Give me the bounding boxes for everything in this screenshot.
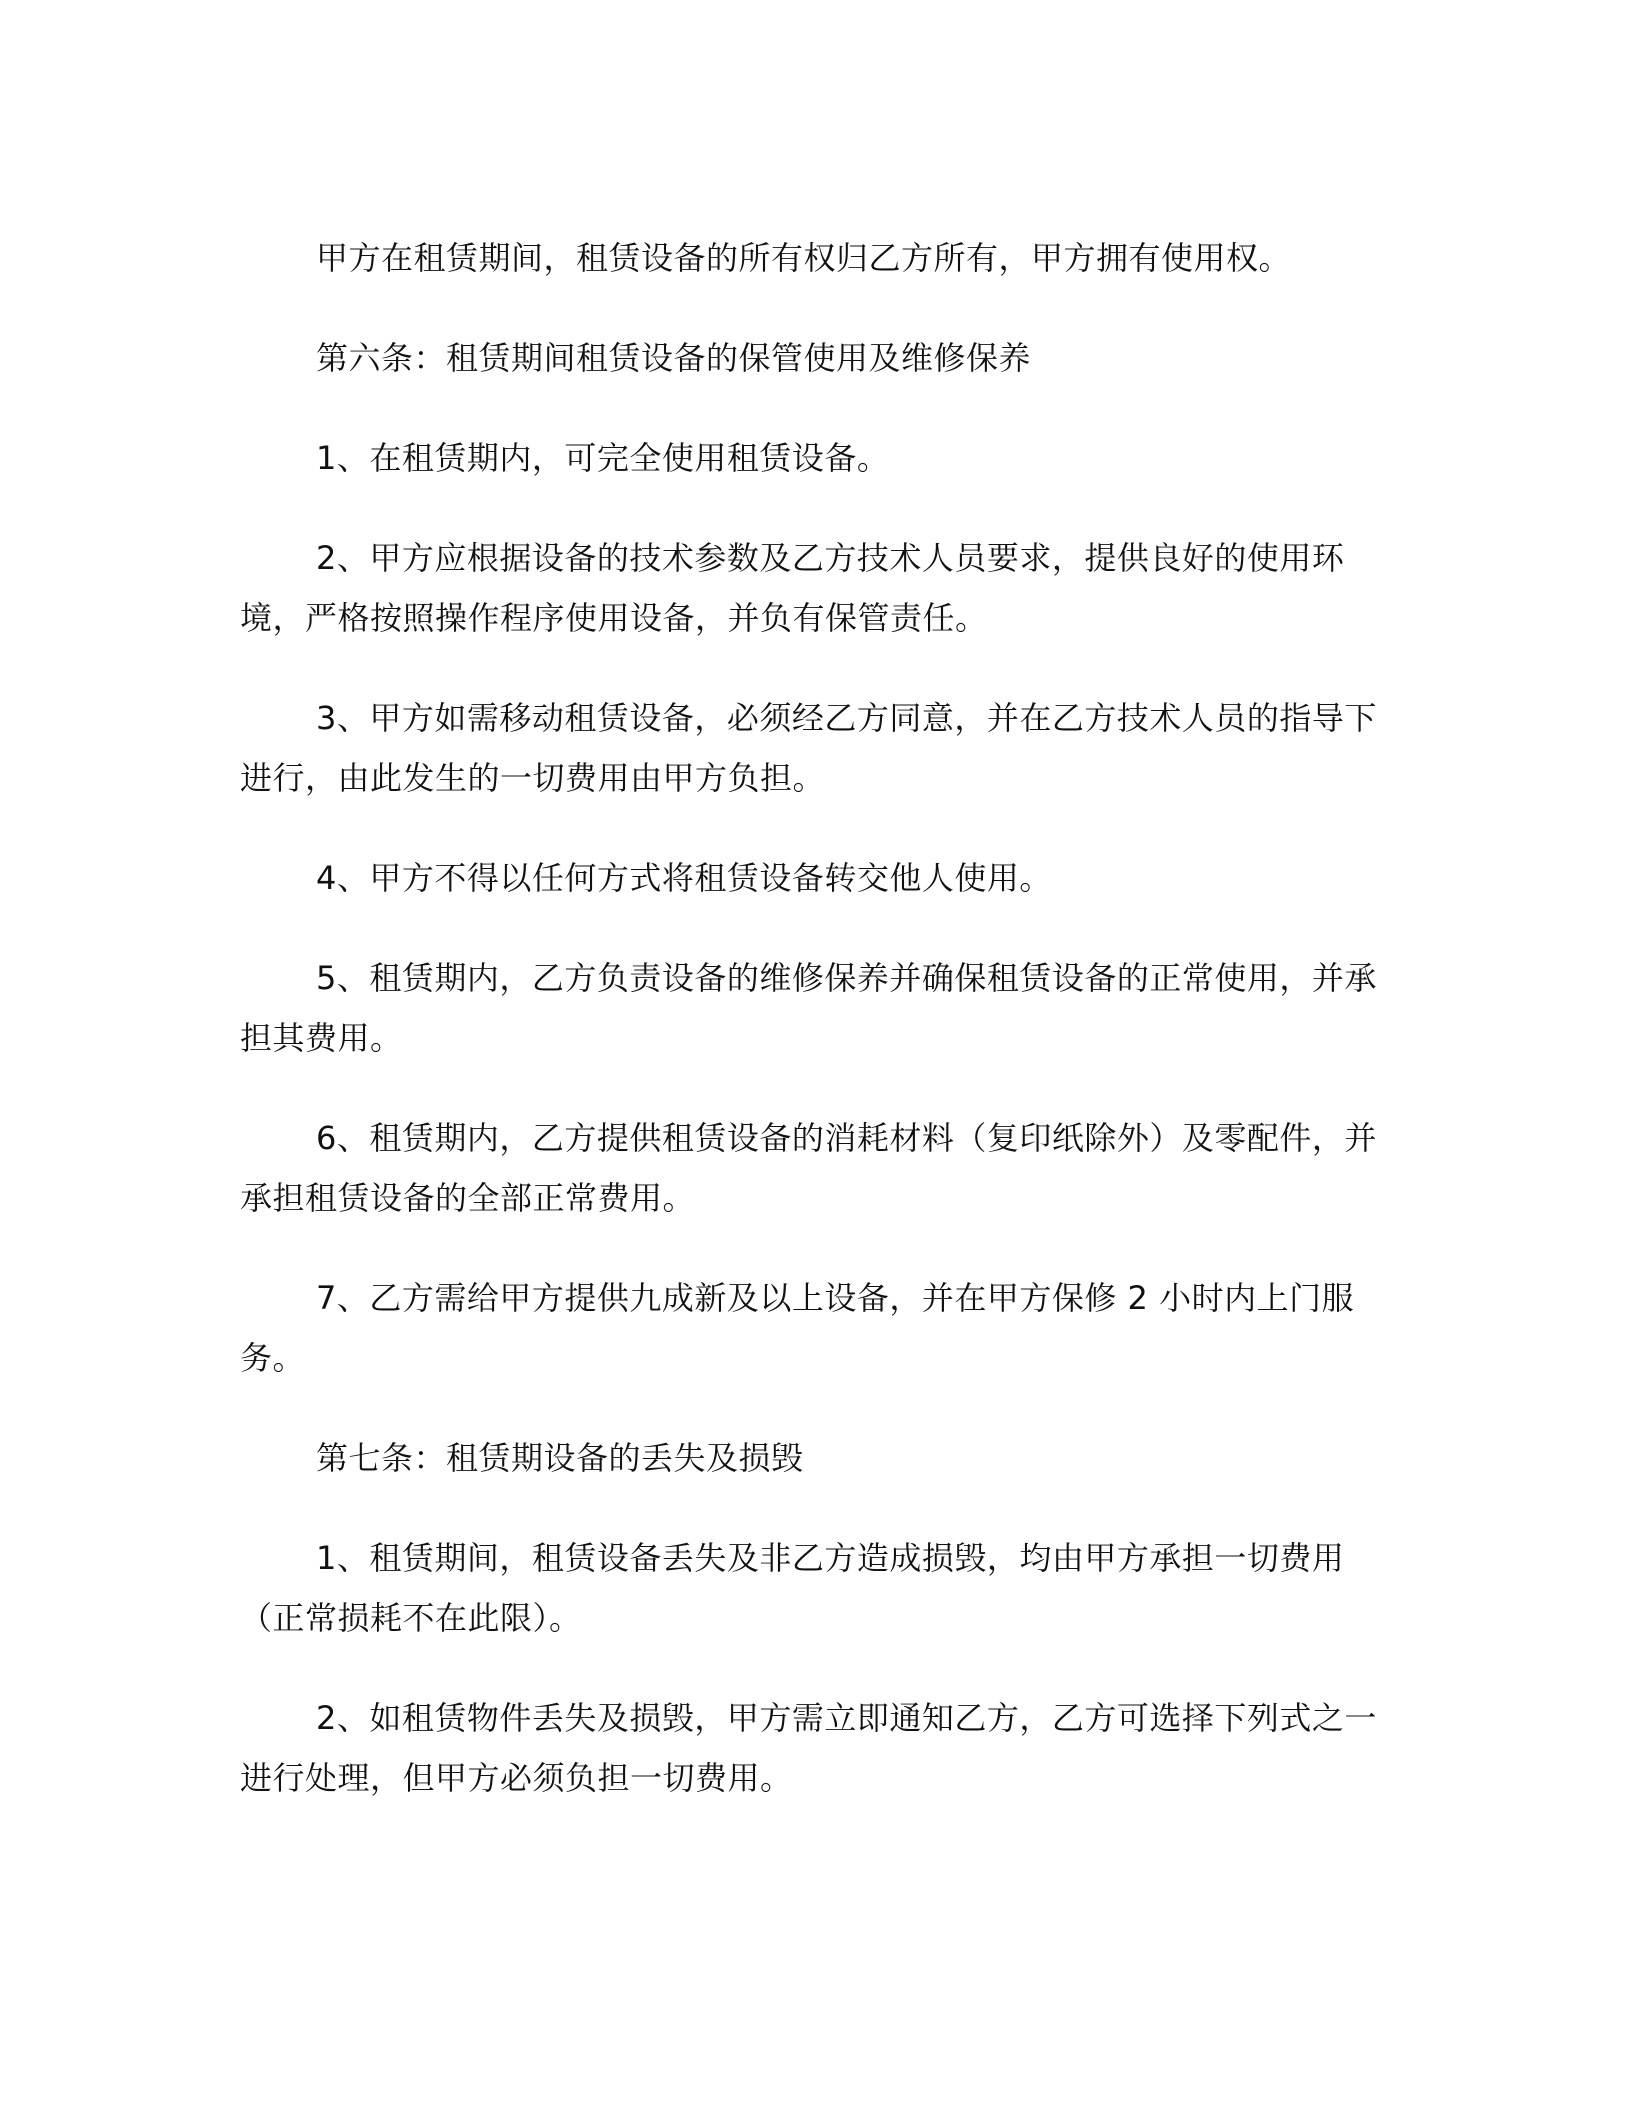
clause-7-1: 1、租赁期间，租赁设备丢失及非乙方造成损毁，均由甲方承担一切费用（正常损耗不在此限）。 [240,1539,1345,1637]
clause-6-3: 3、甲方如需移动租赁设备，必须经乙方同意，并在乙方技术人员的指导下进行，由此发生的一切费用由甲方负担。 [240,699,1377,797]
clause-6-4: 4、甲方不得以任何方式将租赁设备转交他人使用。 [316,859,1052,897]
clause-6-5: 5、租赁期内，乙方负责设备的维修保养并确保租赁设备的正常使用，并承担其费用。 [240,959,1377,1057]
clause-6-7: 7、乙方需给甲方提供九成新及以上设备，并在甲方保修 2 小时内上门服务。 [240,1279,1355,1377]
clause-7-2: 2、如租赁物件丢失及损毁，甲方需立即通知乙方，乙方可选择下列式之一进行处理，但甲方必须负担一切费用。 [240,1699,1377,1797]
heading-article-7: 第七条：租赁期设备的丢失及损毁 [316,1439,804,1477]
paragraph-ownership: 甲方在租赁期间，租赁设备的所有权归乙方所有，甲方拥有使用权。 [316,239,1292,277]
heading-article-6: 第六条：租赁期间租赁设备的保管使用及维修保养 [316,339,1032,377]
clause-6-1: 1、在租赁期内，可完全使用租赁设备。 [316,439,890,477]
clause-6-2: 2、甲方应根据设备的技术参数及乙方技术人员要求，提供良好的使用环境，严格按照操作程序使用设备，并负有保管责任。 [240,539,1345,637]
clause-6-6: 6、租赁期内，乙方提供租赁设备的消耗材料（复印纸除外）及零配件，并承担租赁设备的全部正常费用。 [240,1119,1377,1217]
